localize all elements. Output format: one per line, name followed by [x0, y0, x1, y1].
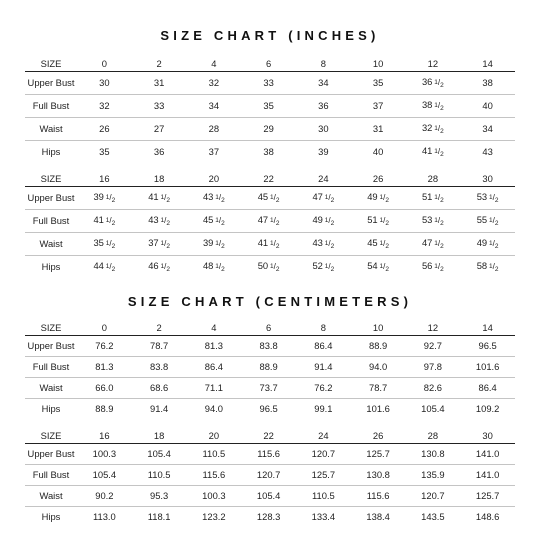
measurement-value: 135.9	[406, 465, 461, 486]
measurement-value: 130.8	[351, 465, 406, 486]
measurement-value: 30	[77, 72, 132, 95]
measurement-value: 78.7	[132, 336, 187, 357]
measurement-label: Upper Bust	[25, 336, 77, 357]
measurement-value: 32 $^1/_2$	[406, 118, 461, 141]
size-column-header: 10	[372, 322, 384, 333]
measurement-value: 66.0	[77, 378, 132, 399]
table-row	[25, 486, 515, 507]
measurement-value: 39 $^1/_2$	[187, 233, 242, 256]
size-header-label: SIZE	[40, 430, 62, 441]
measurement-value: 120.7	[241, 465, 296, 486]
table-row	[25, 210, 515, 233]
measurement-value: 100.3	[187, 486, 242, 507]
measurement-value: 130.8	[406, 444, 461, 465]
measurement-value: 96.5	[259, 403, 278, 414]
table-row	[25, 72, 515, 95]
measurement-value: 125.7	[351, 444, 406, 465]
measurement-value: 51 $^1/_2$	[351, 210, 406, 233]
measurement-value: 32	[77, 95, 132, 118]
measurement-value: 38	[263, 146, 274, 157]
measurement-label: Hips	[41, 403, 61, 414]
measurement-label: Waist	[25, 378, 77, 399]
size-column-header: 26	[372, 430, 384, 441]
size-column-header: 18	[153, 173, 165, 184]
measurement-value: 120.7	[296, 444, 351, 465]
measurement-value: 105.4	[77, 465, 132, 486]
table-row	[25, 465, 515, 486]
measurement-value: 47 $^1/_2$	[296, 187, 351, 210]
measurement-label: Waist	[25, 233, 77, 256]
measurement-value: 30	[296, 118, 351, 141]
measurement-label: Waist	[25, 486, 77, 507]
measurement-value: 120.7	[406, 486, 461, 507]
measurement-value: 37	[351, 95, 406, 118]
measurement-value: 115.6	[241, 444, 296, 465]
measurement-value: 50 $^1/_2$	[257, 260, 280, 273]
measurement-value: 35	[241, 95, 296, 118]
table-row	[25, 256, 515, 279]
measurement-value: 48 $^1/_2$	[202, 260, 225, 273]
measurement-value: 43	[482, 146, 493, 157]
measurement-value: 31	[351, 118, 406, 141]
measurement-value: 110.5	[296, 486, 351, 507]
measurement-value: 68.6	[132, 378, 187, 399]
measurement-label: Hips	[41, 261, 61, 272]
measurement-label: Upper Bust	[25, 187, 77, 210]
measurement-value: 110.5	[187, 444, 242, 465]
size-column-header: 28	[427, 173, 439, 184]
measurement-value: 35	[99, 146, 110, 157]
inches-size-table-2	[25, 173, 515, 278]
measurement-label: Full Bust	[25, 210, 77, 233]
measurement-value: 148.6	[475, 511, 500, 522]
measurement-value: 41 $^1/_2$	[241, 233, 296, 256]
measurement-value: 82.6	[406, 378, 461, 399]
measurement-value: 105.4	[421, 403, 445, 414]
measurement-value: 94.0	[204, 403, 223, 414]
measurement-value: 41 $^1/_2$	[132, 187, 187, 210]
measurement-value: 43 $^1/_2$	[132, 210, 187, 233]
measurement-value: 105.4	[241, 486, 296, 507]
measurement-value: 56 $^1/_2$	[421, 260, 444, 273]
measurement-value: 83.8	[132, 357, 187, 378]
size-column-header: 0	[101, 322, 107, 333]
measurement-value: 51 $^1/_2$	[406, 187, 461, 210]
measurement-value: 44 $^1/_2$	[93, 260, 116, 273]
table-row	[25, 399, 515, 420]
measurement-value: 109.2	[475, 403, 500, 414]
size-header-row	[25, 430, 515, 444]
measurement-value: 43 $^1/_2$	[296, 233, 351, 256]
measurement-value: 71.1	[187, 378, 242, 399]
measurement-value: 58 $^1/_2$	[476, 260, 499, 273]
measurement-value: 26	[77, 118, 132, 141]
measurement-value: 33	[241, 72, 296, 95]
table-row	[25, 141, 515, 164]
size-column-header: 18	[153, 430, 165, 441]
measurement-value: 81.3	[77, 357, 132, 378]
measurement-value: 53 $^1/_2$	[406, 210, 461, 233]
size-column-header: 28	[427, 430, 439, 441]
measurement-value: 105.4	[132, 444, 187, 465]
measurement-value: 92.7	[406, 336, 461, 357]
measurement-value: 36 $^1/_2$	[406, 72, 461, 95]
measurement-value: 34	[460, 118, 515, 141]
size-column-header: 22	[263, 430, 274, 441]
measurement-value: 86.4	[460, 378, 515, 399]
measurement-value: 110.5	[132, 465, 187, 486]
measurement-value: 37	[208, 146, 220, 157]
size-header-row	[25, 173, 515, 187]
size-column-header: 22	[263, 173, 274, 184]
measurement-value: 118.1	[147, 511, 171, 522]
measurement-value: 49 $^1/_2$	[460, 233, 515, 256]
measurement-value: 53 $^1/_2$	[460, 187, 515, 210]
measurement-value: 40	[372, 146, 384, 157]
measurement-value: 128.3	[256, 511, 281, 522]
size-column-header: 24	[318, 173, 329, 184]
measurement-value: 46 $^1/_2$	[148, 260, 171, 273]
measurement-label: Upper Bust	[25, 444, 77, 465]
measurement-value: 40	[460, 95, 515, 118]
measurement-value: 45 $^1/_2$	[187, 210, 242, 233]
measurement-value: 52 $^1/_2$	[312, 260, 335, 273]
measurement-value: 76.2	[296, 378, 351, 399]
measurement-value: 90.2	[77, 486, 132, 507]
size-column-header: 30	[482, 430, 493, 441]
measurement-value: 81.3	[187, 336, 242, 357]
measurement-value: 35	[351, 72, 406, 95]
measurement-value: 91.4	[296, 357, 351, 378]
measurement-value: 33	[132, 95, 187, 118]
measurement-value: 88.9	[351, 336, 406, 357]
measurement-value: 96.5	[460, 336, 515, 357]
table-row	[25, 187, 515, 210]
centimeters-size-table-1	[25, 322, 515, 419]
measurement-value: 34	[296, 72, 351, 95]
measurement-value: 27	[132, 118, 187, 141]
measurement-label: Full Bust	[25, 95, 77, 118]
size-column-header: 4	[211, 58, 217, 69]
inches-size-table-1	[25, 58, 515, 163]
measurement-label: Hips	[41, 511, 61, 522]
measurement-value: 91.4	[150, 403, 169, 414]
measurement-value: 115.6	[187, 465, 242, 486]
size-column-header: 20	[208, 430, 220, 441]
size-column-header: 14	[482, 322, 493, 333]
measurement-value: 141.0	[460, 465, 515, 486]
size-header-label: SIZE	[40, 58, 62, 69]
measurement-value: 38	[460, 72, 515, 95]
size-header-label: SIZE	[40, 173, 62, 184]
measurement-value: 99.1	[314, 403, 333, 414]
measurement-value: 45 $^1/_2$	[351, 233, 406, 256]
centimeters-size-table-2	[25, 430, 515, 527]
measurement-value: 39 $^1/_2$	[77, 187, 132, 210]
measurement-label: Upper Bust	[25, 72, 77, 95]
inches-chart-title: SIZE CHART (INCHES)	[160, 28, 380, 43]
measurement-value: 125.7	[460, 486, 515, 507]
measurement-value: 133.4	[311, 511, 336, 522]
size-column-header: 6	[266, 58, 272, 69]
measurement-value: 141.0	[460, 444, 515, 465]
size-column-header: 26	[372, 173, 384, 184]
table-row	[25, 444, 515, 465]
size-column-header: 14	[482, 58, 493, 69]
measurement-value: 49 $^1/_2$	[296, 210, 351, 233]
measurement-value: 54 $^1/_2$	[367, 260, 390, 273]
size-column-header: 10	[372, 58, 384, 69]
measurement-value: 88.9	[95, 403, 114, 414]
size-column-header: 20	[208, 173, 220, 184]
measurement-value: 97.8	[406, 357, 461, 378]
size-column-header: 12	[427, 58, 439, 69]
size-column-header: 12	[427, 322, 439, 333]
size-column-header: 16	[99, 430, 110, 441]
measurement-value: 76.2	[77, 336, 132, 357]
measurement-value: 45 $^1/_2$	[241, 187, 296, 210]
measurement-value: 123.2	[202, 511, 226, 522]
measurement-value: 36	[296, 95, 351, 118]
measurement-value: 32	[187, 72, 242, 95]
measurement-label: Full Bust	[25, 465, 77, 486]
measurement-value: 34	[187, 95, 242, 118]
measurement-value: 101.6	[460, 357, 515, 378]
measurement-value: 86.4	[187, 357, 242, 378]
measurement-value: 41 $^1/_2$	[421, 145, 444, 158]
size-column-header: 2	[156, 322, 162, 333]
measurement-value: 115.6	[351, 486, 406, 507]
size-column-header: 2	[156, 58, 162, 69]
size-column-header: 4	[211, 322, 217, 333]
size-header-label: SIZE	[40, 322, 62, 333]
size-column-header: 30	[482, 173, 493, 184]
measurement-value: 94.0	[351, 357, 406, 378]
measurement-label: Hips	[41, 146, 61, 157]
measurement-value: 36	[153, 146, 165, 157]
measurement-value: 86.4	[296, 336, 351, 357]
measurement-value: 88.9	[241, 357, 296, 378]
measurement-label: Waist	[25, 118, 77, 141]
size-header-row	[25, 322, 515, 336]
measurement-value: 101.6	[366, 403, 390, 414]
size-column-header: 8	[320, 322, 326, 333]
size-column-header: 16	[99, 173, 110, 184]
measurement-value: 78.7	[351, 378, 406, 399]
measurement-value: 143.5	[421, 511, 445, 522]
measurement-value: 35 $^1/_2$	[77, 233, 132, 256]
measurement-value: 73.7	[241, 378, 296, 399]
measurement-value: 100.3	[77, 444, 132, 465]
measurement-value: 95.3	[132, 486, 187, 507]
size-column-header: 8	[320, 58, 326, 69]
measurement-value: 38 $^1/_2$	[406, 95, 461, 118]
table-row	[25, 118, 515, 141]
measurement-value: 47 $^1/_2$	[406, 233, 461, 256]
measurement-value: 43 $^1/_2$	[187, 187, 242, 210]
table-row	[25, 378, 515, 399]
size-column-header: 6	[266, 322, 272, 333]
table-row	[25, 95, 515, 118]
size-column-header: 24	[318, 430, 329, 441]
measurement-value: 47 $^1/_2$	[241, 210, 296, 233]
measurement-label: Full Bust	[25, 357, 77, 378]
size-header-row	[25, 58, 515, 72]
measurement-value: 39	[318, 146, 329, 157]
measurement-value: 125.7	[296, 465, 351, 486]
table-row	[25, 336, 515, 357]
table-row	[25, 507, 515, 528]
measurement-value: 49 $^1/_2$	[351, 187, 406, 210]
measurement-value: 28	[187, 118, 242, 141]
centimeters-chart-title: SIZE CHART (CENTIMETERS)	[127, 294, 413, 309]
measurement-value: 29	[241, 118, 296, 141]
measurement-value: 37 $^1/_2$	[132, 233, 187, 256]
table-row	[25, 357, 515, 378]
table-row	[25, 233, 515, 256]
size-column-header: 0	[101, 58, 107, 69]
measurement-value: 83.8	[241, 336, 296, 357]
measurement-value: 41 $^1/_2$	[77, 210, 132, 233]
measurement-value: 113.0	[92, 511, 116, 522]
measurement-value: 55 $^1/_2$	[460, 210, 515, 233]
measurement-value: 138.4	[366, 511, 390, 522]
measurement-value: 31	[132, 72, 187, 95]
